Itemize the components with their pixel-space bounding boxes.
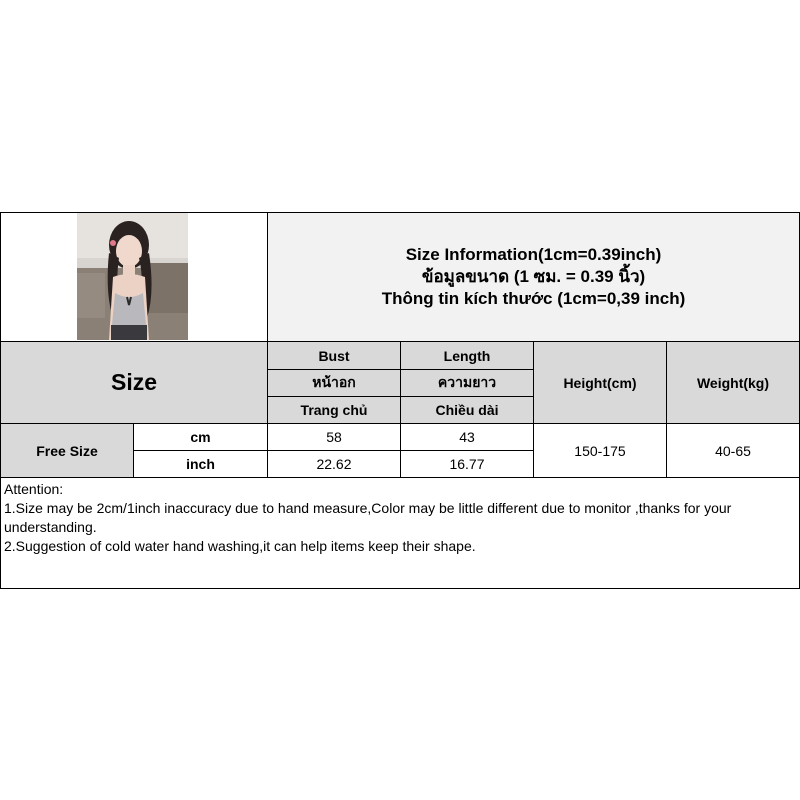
bust-header-en: Bust bbox=[267, 341, 401, 370]
title-line-th: ข้อมูลขนาด (1 ซม. = 0.39 นิ้ว) bbox=[421, 267, 646, 286]
bust-inch: 22.62 bbox=[267, 450, 401, 478]
model-photo bbox=[77, 213, 188, 340]
length-cm: 43 bbox=[400, 423, 534, 451]
size-header: Size bbox=[0, 341, 268, 424]
title-line-en: Size Information(1cm=0.39inch) bbox=[405, 245, 662, 264]
bust-header-vi: Trang chủ bbox=[267, 396, 401, 424]
length-header-th: ความยาว bbox=[400, 369, 534, 397]
weight-header: Weight(kg) bbox=[666, 341, 800, 424]
unit-inch: inch bbox=[133, 450, 268, 478]
height-value: 150-175 bbox=[533, 423, 667, 478]
length-inch: 16.77 bbox=[400, 450, 534, 478]
free-size-label: Free Size bbox=[0, 423, 134, 478]
bust-cm: 58 bbox=[267, 423, 401, 451]
note-line-2: 2.Suggestion of cold water hand washing,it can help items keep their shape. bbox=[4, 538, 476, 554]
notes-heading: Attention: bbox=[4, 481, 64, 497]
length-header-vi: Chiều dài bbox=[400, 396, 534, 424]
size-info-title bbox=[267, 212, 800, 342]
note-line-1: 1.Size may be 2cm/1inch inaccuracy due to hand measure,Color may be little different due to monitor ,thanks for your understanding. bbox=[4, 500, 732, 535]
length-header-en: Length bbox=[400, 341, 534, 370]
weight-value: 40-65 bbox=[666, 423, 800, 478]
title-line-vi: Thông tin kích thước (1cm=0,39 inch) bbox=[381, 289, 686, 308]
bust-header-th: หน้าอก bbox=[267, 369, 401, 397]
attention-notes bbox=[0, 477, 800, 589]
height-header: Height(cm) bbox=[533, 341, 667, 424]
unit-cm: cm bbox=[133, 423, 268, 451]
